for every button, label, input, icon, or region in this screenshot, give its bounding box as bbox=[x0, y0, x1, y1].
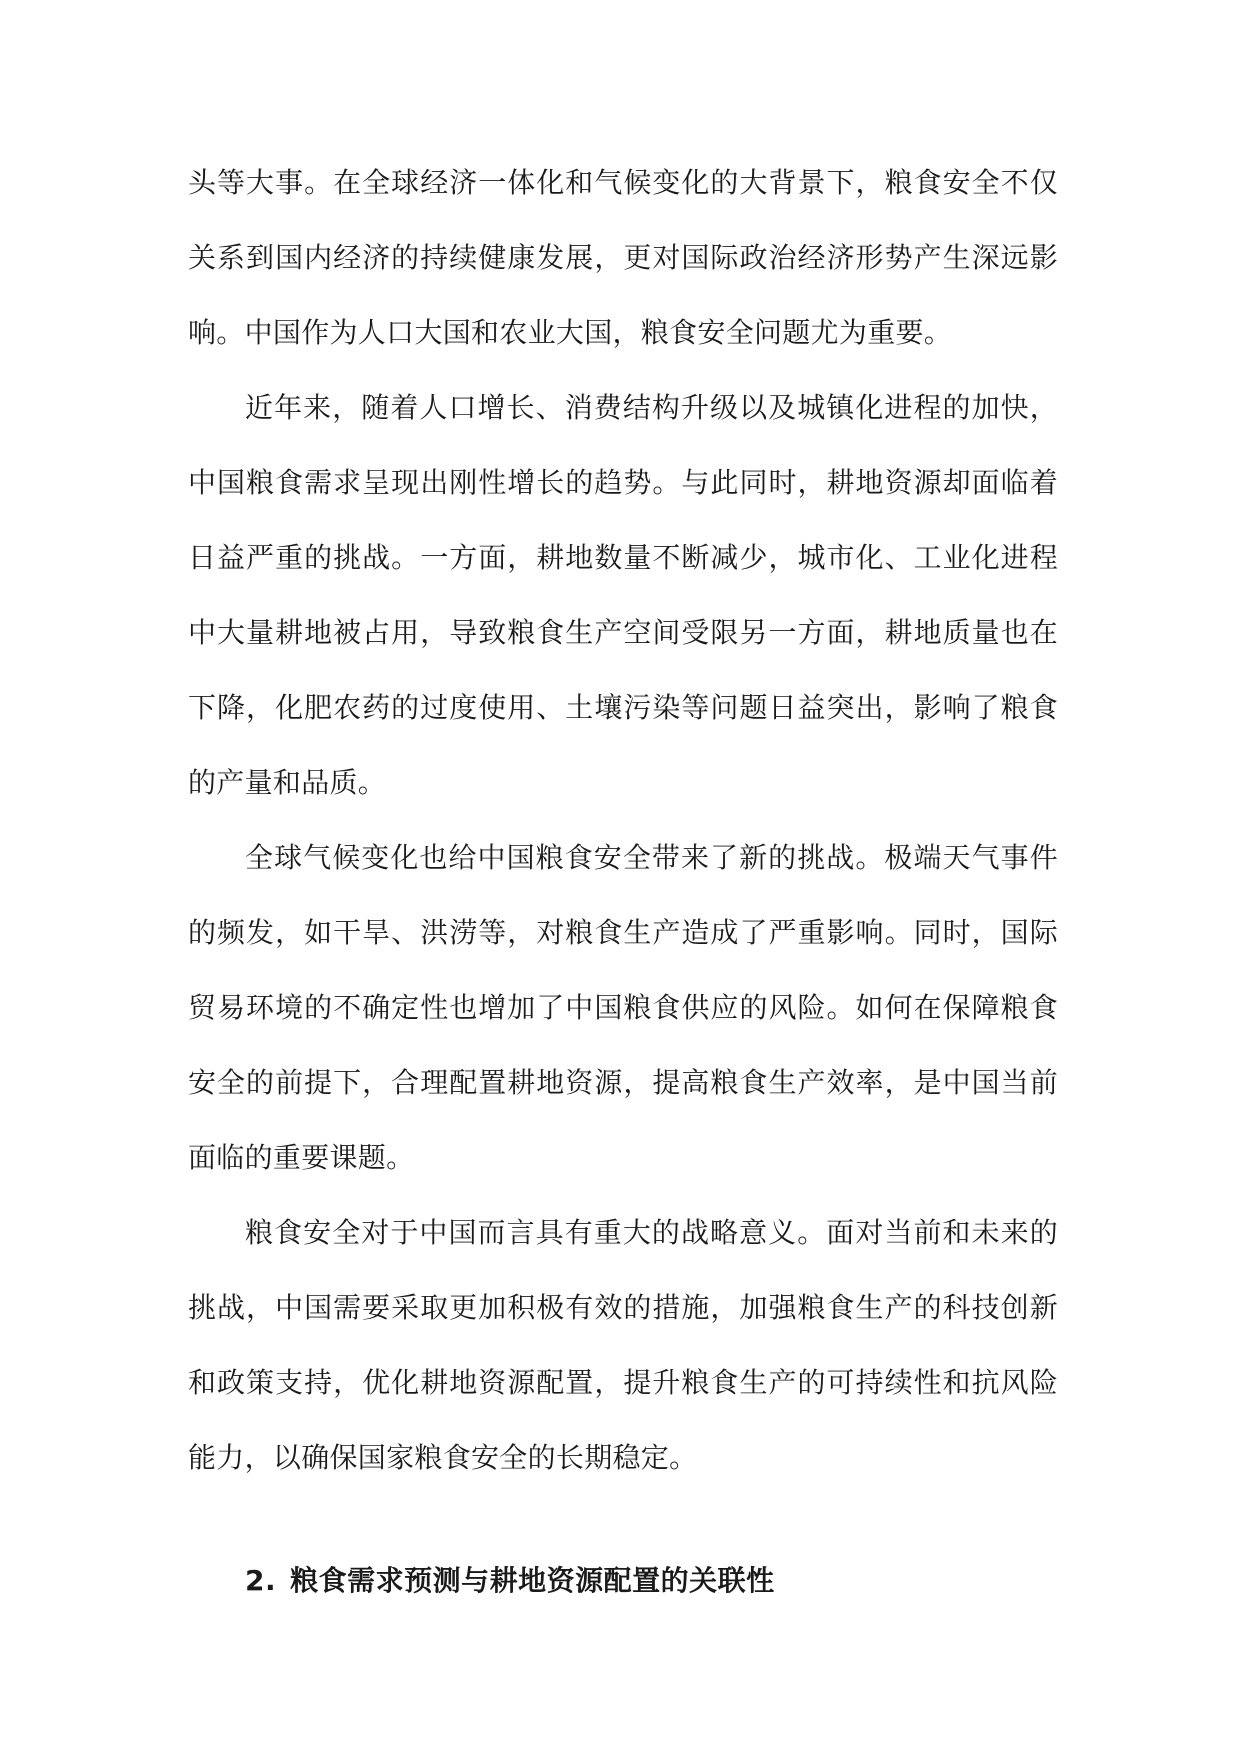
section-number: 2. bbox=[245, 1564, 277, 1597]
section-title: 粮食需求预测与耕地资源配置的关联性 bbox=[290, 1564, 775, 1597]
paragraph-2: 近年来，随着人口增长、消费结构升级以及城镇化进程的加快，中国粮食需求呈现出刚性增长的趋势。与此同时，耕地资源却面临着日益严重的挑战。一方面，耕地数量不断减少，城市化、工业化进程中大量耕地被占用，导致粮食生产空间受限另一方面，耕地质量也在下降，化肥农药的过度使用、土壤污染等问题日益突出，影响了粮食的产量和品质。 bbox=[188, 391, 1058, 799]
document-body bbox=[188, 145, 1058, 1618]
paragraph-3: 全球气候变化也给中国粮食安全带来了新的挑战。极端天气事件的频发，如干旱、洪涝等，对粮食生产造成了严重影响。同时，国际贸易环境的不确定性也增加了中国粮食供应的风险。如何在保障粮食安全的前提下，合理配置耕地资源，提高粮食生产效率，是中国当前面临的重要课题。 bbox=[188, 841, 1058, 1174]
section-heading bbox=[188, 1543, 1058, 1618]
paragraph-4: 粮食安全对于中国而言具有重大的战略意义。面对当前和未来的挑战，中国需要采取更加积极有效的措施，加强粮食生产的科技创新和政策支持，优化耕地资源配置，提升粮食生产的可持续性和抗风险能力，以确保国家粮食安全的长期稳定。 bbox=[188, 1216, 1058, 1474]
paragraph-1: 头等大事。在全球经济一体化和气候变化的大背景下，粮食安全不仅关系到国内经济的持续健康发展，更对国际政治经济形势产生深远影响。中国作为人口大国和农业大国，粮食安全问题尤为重要。 bbox=[188, 166, 1058, 349]
